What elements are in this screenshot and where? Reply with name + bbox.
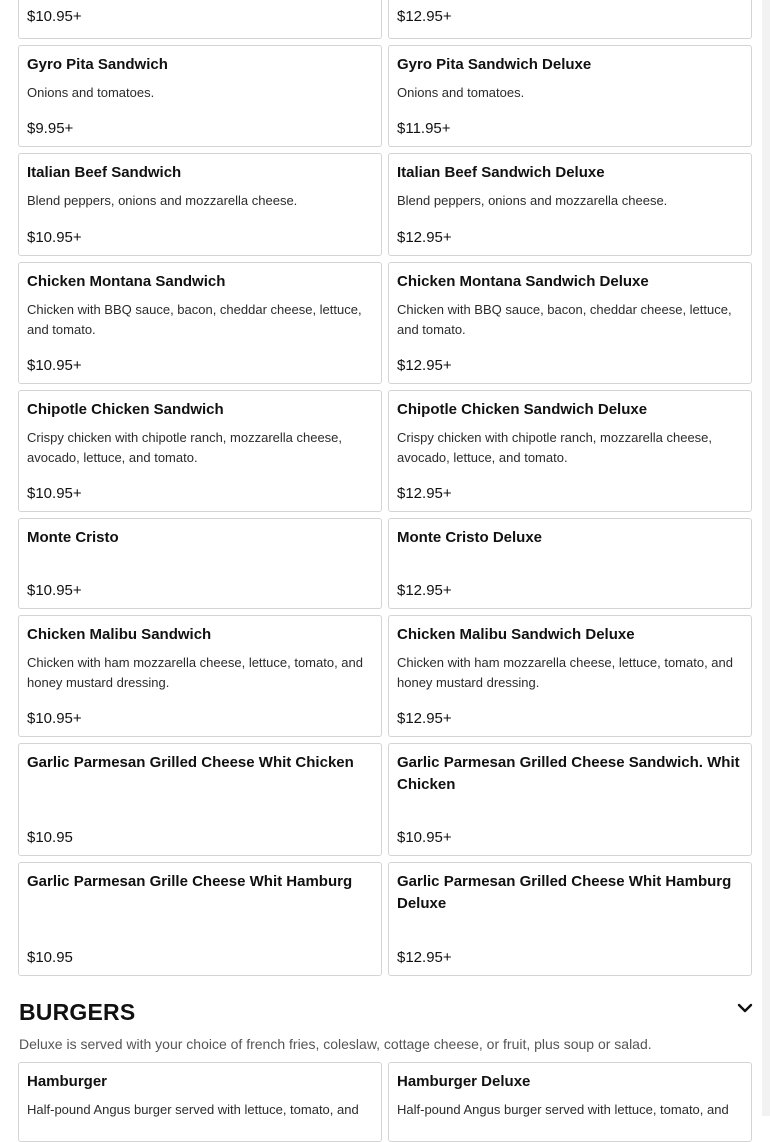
- menu-item-name: Chipotle Chicken Sandwich: [27, 401, 224, 418]
- menu-item-price: $12.95+: [397, 485, 452, 502]
- menu-item-name: Garlic Parmesan Grilled Cheese Sandwich. Whit Chicken: [397, 754, 740, 793]
- menu-item-price: $12.95+: [397, 229, 452, 246]
- section-description: Deluxe is served with your choice of french fries, coleslaw, cottage cheese, or fruit, plus soup or salad.: [19, 1036, 652, 1052]
- menu-item-price: $10.95+: [27, 582, 82, 599]
- menu-item-description: Chicken with BBQ sauce, bacon, cheddar cheese, lettuce, and tomato.: [397, 302, 732, 337]
- menu-item-card[interactable]: [18, 153, 382, 256]
- menu-item-name: Monte Cristo Deluxe: [397, 529, 543, 546]
- menu-item-name: Garlic Parmesan Grille Cheese Whit Hamburg: [27, 873, 353, 890]
- menu-item-card[interactable]: [388, 45, 752, 147]
- menu-item-description: Crispy chicken with chipotle ranch, mozzarella cheese, avocado, lettuce, and tomato.: [397, 430, 713, 465]
- menu-item-price: $9.95+: [27, 120, 74, 137]
- menu-item-name: Garlic Parmesan Grilled Cheese Whit Hamburg Deluxe: [397, 873, 732, 912]
- menu-item-description: Chicken with ham mozzarella cheese, lettuce, tomato, and honey mustard dressing.: [397, 655, 734, 690]
- menu-item-card[interactable]: [18, 615, 382, 737]
- menu-item-price: $10.95+: [397, 829, 452, 846]
- menu-item-card[interactable]: [18, 0, 382, 39]
- chevron-down-icon[interactable]: [736, 999, 754, 1017]
- menu-item-name: Gyro Pita Sandwich: [27, 56, 168, 73]
- menu-grid-sandwiches: [18, 45, 752, 976]
- menu-item-description: Chicken with BBQ sauce, bacon, cheddar cheese, lettuce, and tomato.: [27, 302, 362, 337]
- menu-item-price: $10.95: [27, 829, 73, 846]
- scrollbar[interactable]: [762, 0, 770, 1116]
- menu-item-description: Half-pound Angus burger served with lettuce, tomato, and: [27, 1102, 359, 1117]
- menu-item-description: Chicken with ham mozzarella cheese, lettuce, tomato, and honey mustard dressing.: [27, 655, 364, 690]
- menu-item-price: $12.95+: [397, 357, 452, 374]
- menu-item-card[interactable]: [388, 743, 752, 856]
- menu-item-description: Onions and tomatoes.: [27, 85, 155, 100]
- menu-item-card[interactable]: [18, 862, 382, 976]
- menu-grid-burgers: [18, 1062, 752, 1142]
- menu-item-name: Chicken Malibu Sandwich Deluxe: [397, 626, 635, 643]
- menu-item-card[interactable]: [388, 862, 752, 976]
- menu-item-card[interactable]: [18, 262, 382, 384]
- menu-item-card[interactable]: [18, 45, 382, 147]
- menu-item-name: Chipotle Chicken Sandwich Deluxe: [397, 401, 648, 418]
- menu-item-price: $10.95+: [27, 485, 82, 502]
- menu-item-name: Monte Cristo: [27, 529, 119, 546]
- menu-item-name: Hamburger: [27, 1073, 108, 1090]
- menu-item-card[interactable]: [388, 390, 752, 512]
- menu-item-card[interactable]: [388, 518, 752, 609]
- menu-item-name: Hamburger Deluxe: [397, 1073, 531, 1090]
- menu-grid-top-partial: [18, 0, 752, 39]
- menu-item-description: Blend peppers, onions and mozzarella cheese.: [27, 193, 298, 208]
- menu-item-card[interactable]: [388, 615, 752, 737]
- menu-item-name: Gyro Pita Sandwich Deluxe: [397, 56, 592, 73]
- menu-item-name: Chicken Montana Sandwich Deluxe: [397, 273, 649, 290]
- menu-item-card[interactable]: [18, 743, 382, 856]
- menu-item-description: Crispy chicken with chipotle ranch, mozzarella cheese, avocado, lettuce, and tomato.: [27, 430, 343, 465]
- menu-item-description: Onions and tomatoes.: [397, 85, 525, 100]
- menu-item-price: $10.95: [27, 949, 73, 966]
- menu-item-name: Italian Beef Sandwich Deluxe: [397, 164, 605, 181]
- menu-item-name: Garlic Parmesan Grilled Cheese Whit Chicken: [27, 754, 354, 771]
- menu-item-price: $12.95+: [397, 710, 452, 727]
- menu-item-description: Half-pound Angus burger served with lettuce, tomato, and: [397, 1102, 729, 1117]
- menu-item-price: $10.95+: [27, 357, 82, 374]
- menu-item-card[interactable]: [388, 1062, 752, 1142]
- menu-item-price: $12.95+: [397, 582, 452, 599]
- menu-item-card[interactable]: [388, 0, 752, 39]
- section-title: BURGERS: [19, 999, 136, 1025]
- menu-item-card[interactable]: [388, 262, 752, 384]
- menu-item-name: Chicken Malibu Sandwich: [27, 626, 212, 643]
- menu-item-card[interactable]: [18, 518, 382, 609]
- menu-item-price: $10.95+: [27, 8, 82, 25]
- menu-item-price: $10.95+: [27, 710, 82, 727]
- menu-item-card[interactable]: [18, 1062, 382, 1142]
- menu-item-name: Italian Beef Sandwich: [27, 164, 182, 181]
- menu-item-price: $11.95+: [397, 120, 451, 137]
- menu-item-description: Blend peppers, onions and mozzarella cheese.: [397, 193, 668, 208]
- menu-item-card[interactable]: [18, 390, 382, 512]
- menu-item-price: $10.95+: [27, 229, 82, 246]
- menu-item-name: Chicken Montana Sandwich: [27, 273, 226, 290]
- menu-item-card[interactable]: [388, 153, 752, 256]
- menu-item-price: $12.95+: [397, 949, 452, 966]
- menu-item-price: $12.95+: [397, 8, 452, 25]
